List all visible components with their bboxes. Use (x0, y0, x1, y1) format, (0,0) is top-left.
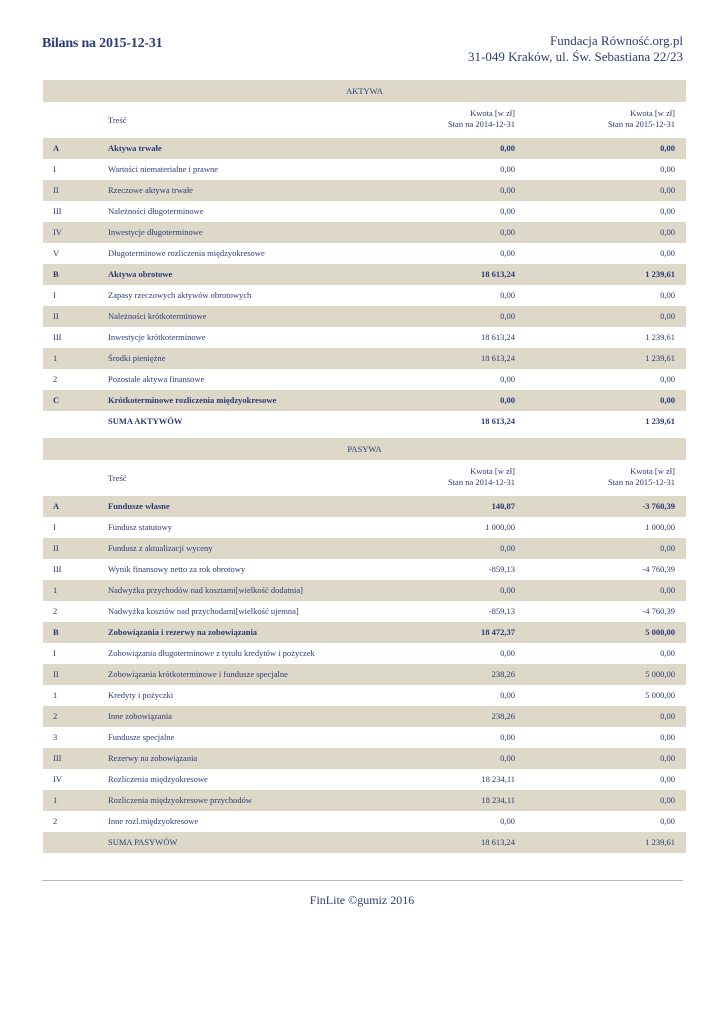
row-code: 2 (53, 816, 58, 826)
aktywa-section-title: AKTYWA (43, 80, 686, 102)
row-value-2015: 0,00 (660, 227, 675, 237)
row-label: Środki pieniężne (108, 353, 166, 363)
row-label: Zapasy rzeczowych aktywów obrotowych (108, 290, 252, 300)
row-value-2015: 1 239,61 (645, 269, 675, 279)
row-value-2014: 0,00 (500, 311, 515, 321)
footer-divider (42, 880, 683, 881)
row-label: Rezerwy na zobowiązania (108, 753, 198, 763)
row-label: Wynik finansowy netto za rok obrotowy (108, 564, 246, 574)
column-2014-header (448, 108, 515, 130)
row-code: I (53, 164, 56, 174)
row-code: II (53, 543, 59, 553)
row-code: I (53, 290, 56, 300)
row-value-2014: 0,00 (500, 395, 515, 405)
row-value-2014: 0,00 (500, 143, 515, 153)
row-code: A (53, 143, 60, 153)
row-value-2014: 0,00 (500, 690, 515, 700)
row-value-2015: 0,00 (660, 648, 675, 658)
row-value-2015: -4 760,39 (642, 606, 675, 616)
column-2015-amount-label: Kwota [w zł] (630, 108, 675, 118)
row-value-2015: 0,00 (660, 311, 675, 321)
row-label: Rzeczowe aktywa trwałe (108, 185, 193, 195)
row-label: Nadwyżka kosztów nad przychodami[wielkość ujemna] (108, 606, 299, 616)
row-code: I (53, 648, 56, 658)
table-row (43, 622, 686, 643)
row-value-2014: 0,00 (500, 732, 515, 742)
row-label: Fundusze własne (108, 501, 170, 511)
row-label: Inne zobowiązania (108, 711, 172, 721)
row-value-2015: 1 239,61 (645, 332, 675, 342)
row-value-2015: 5 000,00 (645, 690, 675, 700)
row-value-2015: 0,00 (660, 753, 675, 763)
row-value-2014: 18 613,24 (481, 416, 515, 426)
row-value-2014: -859,13 (488, 606, 515, 616)
row-code: V (53, 248, 60, 258)
row-value-2015: 0,00 (660, 395, 675, 405)
pasywa-table (43, 438, 686, 853)
row-value-2014: 0,00 (500, 585, 515, 595)
row-value-2015: 5 000,00 (645, 669, 675, 679)
row-label: Długoterminowe rozliczenia międzyokresowe (108, 248, 265, 258)
row-code: 1 (53, 353, 58, 363)
column-2014-amount-label: Kwota [w zł] (470, 108, 515, 118)
row-code: IV (53, 227, 62, 237)
row-code: II (53, 669, 59, 679)
row-value-2014: 238,26 (491, 669, 515, 679)
report-title: Bilans na 2015-12-31 (42, 36, 163, 51)
row-value-2015: 1 239,61 (645, 353, 675, 363)
column-2014-date-label: Stan na 2014-12-31 (447, 119, 515, 129)
table-row (43, 811, 686, 832)
row-value-2014: 0,00 (500, 290, 515, 300)
column-2014-header (448, 466, 515, 488)
table-row (43, 327, 686, 348)
row-value-2014: 0,00 (500, 206, 515, 216)
row-value-2014: 18 613,24 (481, 269, 515, 279)
column-2015-amount-label: Kwota [w zł] (630, 466, 675, 476)
organization-address: 31-049 Kraków, ul. Św. Sebastiana 22/23 (468, 49, 683, 64)
table-row (43, 538, 686, 559)
table-row (43, 790, 686, 811)
row-label: Nadwyżka przychodów nad kosztami[wielkość dodatnia] (108, 585, 303, 595)
row-value-2014: 0,00 (500, 648, 515, 658)
table-row (43, 643, 686, 664)
row-value-2015: 0,00 (660, 206, 675, 216)
row-label: Krótkoterminowe rozliczenia międzyokresowe (108, 395, 277, 405)
organization-block (468, 33, 683, 65)
row-code: 2 (53, 374, 58, 384)
row-value-2015: 1 239,61 (645, 837, 675, 847)
row-value-2015: 0,00 (660, 185, 675, 195)
column-2015-date-label: Stan na 2015-12-31 (607, 477, 675, 487)
row-value-2015: 1 239,61 (645, 416, 675, 426)
pasywa-rows (43, 496, 686, 853)
row-value-2015: 1 000,00 (645, 522, 675, 532)
row-label: Kredyty i pożyczki (108, 690, 174, 700)
row-value-2014: -859,13 (488, 564, 515, 574)
row-code: 2 (53, 711, 58, 721)
footer-credit: FinLite ©gumiz 2016 (309, 893, 415, 907)
row-code: I (53, 522, 56, 532)
row-code: 1 (53, 795, 58, 805)
row-code: III (53, 753, 62, 763)
row-code: III (53, 564, 62, 574)
table-row (43, 664, 686, 685)
row-code: A (53, 501, 60, 511)
table-row (43, 222, 686, 243)
row-value-2015: 0,00 (660, 795, 675, 805)
row-label: Rozliczenia międzyokresowe (108, 774, 208, 784)
table-row (43, 138, 686, 159)
table-row (43, 411, 686, 432)
column-label-header: Treść (108, 115, 127, 125)
row-code: C (53, 395, 60, 405)
table-row (43, 517, 686, 538)
table-row (43, 390, 686, 411)
row-value-2015: 0,00 (660, 585, 675, 595)
aktywa-column-header (43, 102, 686, 138)
row-value-2014: 0,00 (500, 374, 515, 384)
row-code: 3 (53, 732, 58, 742)
table-row (43, 748, 686, 769)
table-row (43, 559, 686, 580)
row-value-2015: 0,00 (660, 374, 675, 384)
row-value-2015: 0,00 (660, 164, 675, 174)
row-value-2014: 140,87 (491, 501, 515, 511)
row-label: Pozostałe aktywa finansowe (108, 374, 205, 384)
row-value-2014: 0,00 (500, 543, 515, 553)
column-2015-date-label: Stan na 2015-12-31 (607, 119, 675, 129)
row-code: B (53, 627, 59, 637)
row-value-2014: 0,00 (500, 753, 515, 763)
aktywa-table (43, 80, 686, 432)
row-label: Rozliczenia międzyokresowe przychodów (108, 795, 252, 805)
row-value-2015: 5 000,00 (645, 627, 675, 637)
row-code: II (53, 311, 59, 321)
row-value-2014: 18 613,24 (481, 332, 515, 342)
row-label: Inwestycje krótkoterminowe (108, 332, 206, 342)
table-row (43, 769, 686, 790)
row-value-2015: -4 760,39 (642, 564, 675, 574)
row-label: Zobowiązania i rezerwy na zobowiązania (108, 627, 258, 637)
table-row (43, 727, 686, 748)
pasywa-section-title: PASYWA (43, 438, 686, 460)
column-2015-header (608, 466, 675, 488)
row-label: Fundusz z aktualizacji wyceny (108, 543, 213, 553)
row-value-2014: 18 613,24 (481, 353, 515, 363)
aktywa-rows (43, 138, 686, 432)
row-value-2014: 18 472,37 (481, 627, 515, 637)
row-value-2014: 0,00 (500, 248, 515, 258)
row-code: III (53, 332, 62, 342)
row-code: 2 (53, 606, 58, 616)
row-code: B (53, 269, 59, 279)
table-row (43, 580, 686, 601)
row-value-2015: -3 760,39 (642, 501, 675, 511)
row-code: II (53, 185, 59, 195)
row-value-2015: 0,00 (660, 290, 675, 300)
row-value-2015: 0,00 (660, 143, 675, 153)
row-label: Inwestycje długoterminowe (108, 227, 203, 237)
row-value-2014: 238,26 (491, 711, 515, 721)
row-value-2014: 0,00 (500, 227, 515, 237)
table-row (43, 496, 686, 517)
table-row (43, 706, 686, 727)
row-label: Aktywa obrotowe (108, 269, 173, 279)
row-value-2014: 0,00 (500, 185, 515, 195)
table-row (43, 201, 686, 222)
table-row (43, 685, 686, 706)
row-value-2014: 18 234,11 (481, 774, 515, 784)
table-row (43, 243, 686, 264)
table-row (43, 264, 686, 285)
row-value-2014: 1 000,00 (485, 522, 515, 532)
row-value-2015: 0,00 (660, 543, 675, 553)
column-2014-date-label: Stan na 2014-12-31 (447, 477, 515, 487)
row-value-2015: 0,00 (660, 248, 675, 258)
row-value-2015: 0,00 (660, 732, 675, 742)
table-row (43, 180, 686, 201)
row-code: III (53, 206, 62, 216)
row-label: Fundusze specjalne (108, 732, 175, 742)
row-label: Wartości niematerialne i prawne (108, 164, 219, 174)
row-value-2015: 0,00 (660, 816, 675, 826)
column-2014-amount-label: Kwota [w zł] (470, 466, 515, 476)
table-row (43, 348, 686, 369)
row-value-2015: 0,00 (660, 774, 675, 784)
organization-name: Fundacja Równość.org.pl (550, 33, 683, 48)
table-row (43, 601, 686, 622)
row-value-2015: 0,00 (660, 711, 675, 721)
row-label: Należności krótkoterminowe (108, 311, 207, 321)
row-code: IV (53, 774, 62, 784)
row-label: Inne rozl.międzyokresowe (108, 816, 199, 826)
table-row (43, 285, 686, 306)
row-label: Zobowiązania krótkoterminowe i fundusze specjalne (108, 669, 288, 679)
pasywa-column-header (43, 460, 686, 496)
row-label: Fundusz statutowy (108, 522, 172, 532)
table-row (43, 832, 686, 853)
column-label-header: Treść (108, 473, 127, 483)
row-label: SUMA AKTYWÓW (108, 416, 183, 426)
row-value-2014: 18 234,11 (481, 795, 515, 805)
row-label: Aktywa trwałe (108, 143, 162, 153)
row-value-2014: 0,00 (500, 164, 515, 174)
row-label: SUMA PASYWÓW (108, 837, 178, 847)
row-value-2014: 18 613,24 (481, 837, 515, 847)
row-value-2014: 0,00 (500, 816, 515, 826)
table-row (43, 369, 686, 390)
table-row (43, 159, 686, 180)
row-code: 1 (53, 585, 58, 595)
row-label: Zobowiązania długoterminowe z tytułu kredytów i pożyczek (108, 648, 315, 658)
row-label: Należności długoterminowe (108, 206, 204, 216)
row-code: 1 (53, 690, 58, 700)
column-2015-header (608, 108, 675, 130)
table-row (43, 306, 686, 327)
